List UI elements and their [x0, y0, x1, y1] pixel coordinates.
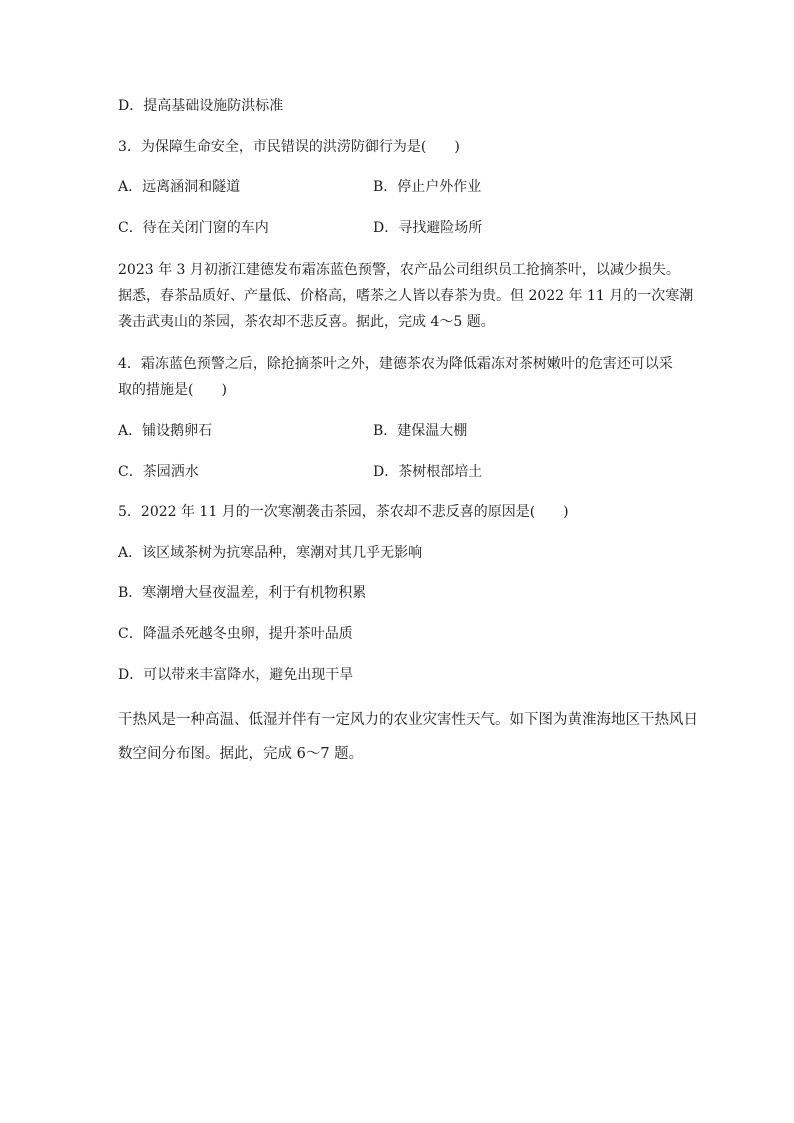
q3-option-c: C．待在关闭门窗的车内 — [118, 220, 269, 236]
q3-option-a: A．远离涵洞和隧道 — [118, 179, 241, 195]
q3-option-b: B．停止户外作业 — [373, 179, 482, 195]
q2-option-d: D．提高基础设施防洪标准 — [118, 98, 284, 114]
material-6-7-line-2: 数空间分布图。据此，完成 6～7 题。 — [118, 746, 364, 762]
q4-option-a: A．铺设鹅卵石 — [118, 423, 213, 439]
q4-option-d: D．茶树根部培土 — [373, 464, 483, 480]
q5-stem: 5．2022 年 11 月的一次寒潮袭击茶园，茶农却不悲反喜的原因是( ) — [118, 504, 569, 520]
material-4-5-line-2: 据悉，春茶品质好、产量低、价格高，嗜茶之人皆以春茶为贵。但 2022 年 11 月的一次寒潮 — [118, 288, 694, 304]
material-4-5-line-1: 2023 年 3 月初浙江建德发布霜冻蓝色预警，农产品公司组织员工抢摘茶叶，以减少损失。 — [118, 262, 680, 278]
q5-option-b: B．寒潮增大昼夜温差，利于有机物积累 — [118, 585, 367, 601]
q4-stem-line-2: 取的措施是( ) — [118, 382, 227, 398]
q4-option-b: B．建保温大棚 — [373, 423, 468, 439]
q4-option-c: C．茶园洒水 — [118, 464, 199, 480]
q3-option-d: D．寻找避险场所 — [373, 220, 483, 236]
q4-stem-line-1: 4．霜冻蓝色预警之后，除抢摘茶叶之外，建德茶农为降低霜冻对茶树嫩叶的危害还可以采 — [118, 356, 673, 372]
q3-stem: 3．为保障生命安全，市民错误的洪涝防御行为是( ) — [118, 139, 460, 155]
material-4-5-line-3: 袭击武夷山的茶园，茶农却不悲反喜。据此，完成 4～5 题。 — [118, 314, 495, 330]
q5-option-d: D．可以带来丰富降水，避免出现干旱 — [118, 667, 354, 683]
q5-option-a: A．该区域茶树为抗寒品种，寒潮对其几乎无影响 — [118, 545, 423, 561]
q5-option-c: C．降温杀死越冬虫卵，提升茶叶品质 — [118, 626, 353, 642]
material-6-7-line-1: 干热风是一种高温、低湿并伴有一定风力的农业灾害性天气。如下图为黄淮海地区干热风日 — [118, 712, 698, 728]
